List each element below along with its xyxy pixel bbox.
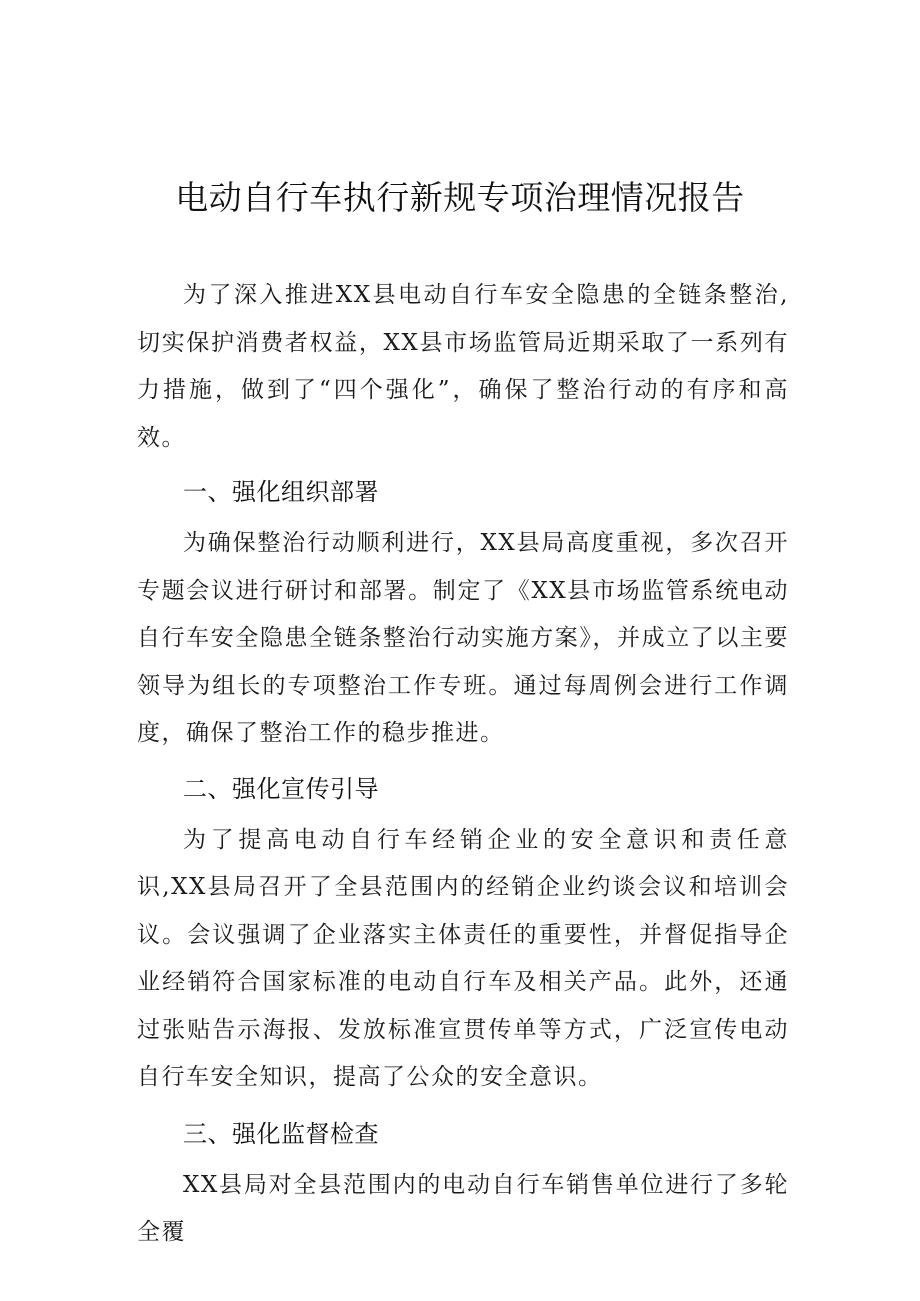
section-paragraph-inspection: XX县局对全县范围内的电动自行车销售单位进行了多轮全覆 (137, 1171, 789, 1245)
section-heading-inspection: 三、强化监督检查 (183, 1119, 379, 1148)
section-paragraph-organization: 为确保整治行动顺利进行，XX县局高度重视，多次召开专题会议进行研讨和部署。制定了《XX县市场监管系统电动自行车安全隐患全链条整治行动实施方案》，并成立了以主要领导为组长的专项整治工作专班。通过每周例会进行工作调度，确保了整治工作的稳步推进。 (137, 530, 789, 746)
intro-paragraph: 为了深入推进XX县电动自行车安全隐患的全链条整治,切实保护消费者权益，XX县市场监管局近期采取了一系列有力措施，做到了“四个强化”，确保了整治行动的有序和高效。 (137, 282, 789, 451)
section-paragraph-publicity: 为了提高电动自行车经销企业的安全意识和责任意识,XX县局召开了全县范围内的经销企业约谈会议和培训会议。会议强调了企业落实主体责任的重要性，并督促指导企业经销符合国家标准的电动自行车及相关产品。此外，还通过张贴告示海报、发放标准宣贯传单等方式，广泛宣传电动自行车安全知识，提高了公众的安全意识。 (137, 826, 789, 1090)
section-heading-publicity: 二、强化宣传引导 (183, 774, 379, 803)
document-title: 电动自行车执行新规专项治理情况报告 (175, 178, 745, 217)
document-body (137, 272, 789, 1257)
section-heading-organization: 一、强化组织部署 (183, 478, 379, 506)
